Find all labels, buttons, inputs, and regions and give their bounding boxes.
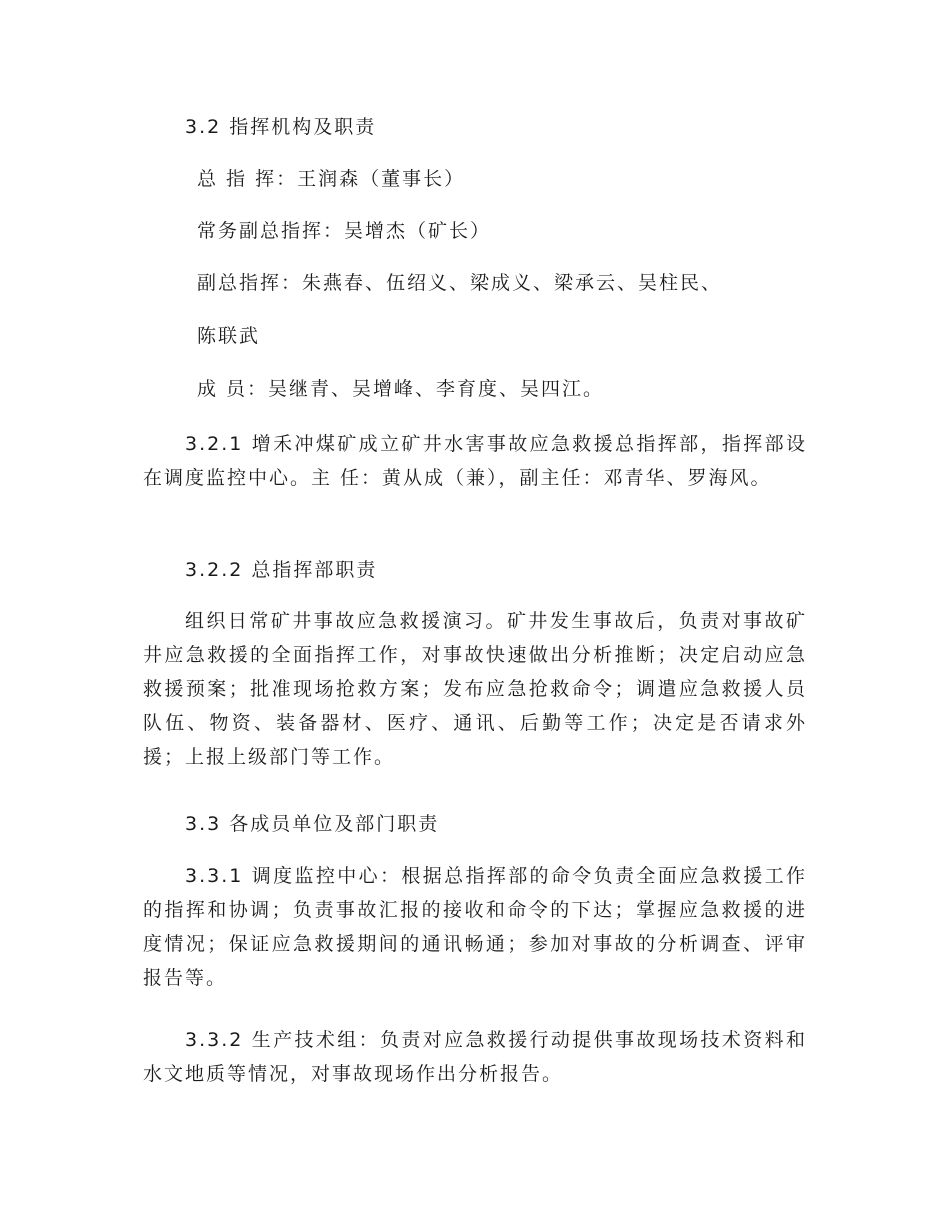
section-heading-3-2-2: 3.2.2 总指挥部职责 xyxy=(185,559,378,581)
paragraph-3-2-2: 组织日常矿井事故应急救援演习。矿井发生事故后，负责对事故矿井应急救援的全面指挥工作，对事故快速做出分析推断；决定启动应急救援预案；批准现场抢救方案；发布应急抢救命令；调遣应急救援人员队伍、物资、装备器材、医疗、通讯、后勤等工作；决定是否请求外援；上报上级部门等工作。 xyxy=(143,610,807,768)
deputy-commanders-line-2: 陈联武 xyxy=(197,325,261,347)
paragraph-3-2-1: 3.2.1 增禾冲煤矿成立矿井水害事故应急救援总指挥部，指挥部设在调度监控中心。主 任：黄从成（兼），副主任：邓青华、罗海风。 xyxy=(143,433,807,489)
section-heading-3-3: 3.3 各成员单位及部门职责 xyxy=(185,813,440,835)
commander-line: 总 指 挥：王润森（董事长） xyxy=(197,168,466,190)
paragraph-3-3-1: 3.3.1 调度监控中心：根据总指挥部的命令负责全面应急救援工作的指挥和协调；负责事故汇报的接收和命令的下达；掌握应急救援的进度情况；保证应急救援期间的通讯畅通；参加对事故的分析调查、评审报告等。 xyxy=(143,865,807,989)
section-heading-3-2: 3.2 指挥机构及职责 xyxy=(185,116,377,138)
deputy-commanders-line-1: 副总指挥：朱燕春、伍绍义、梁成义、梁承云、吴柱民、 xyxy=(197,272,723,294)
executive-deputy-line: 常务副总指挥：吴增杰（矿长） xyxy=(197,220,492,242)
paragraph-3-3-2: 3.3.2 生产技术组：负责对应急救援行动提供事故现场技术资料和水文地质等情况，对事故现场作出分析报告。 xyxy=(143,1029,807,1085)
members-line: 成 员：吴继青、吴增峰、李育度、吴四江。 xyxy=(197,378,605,400)
